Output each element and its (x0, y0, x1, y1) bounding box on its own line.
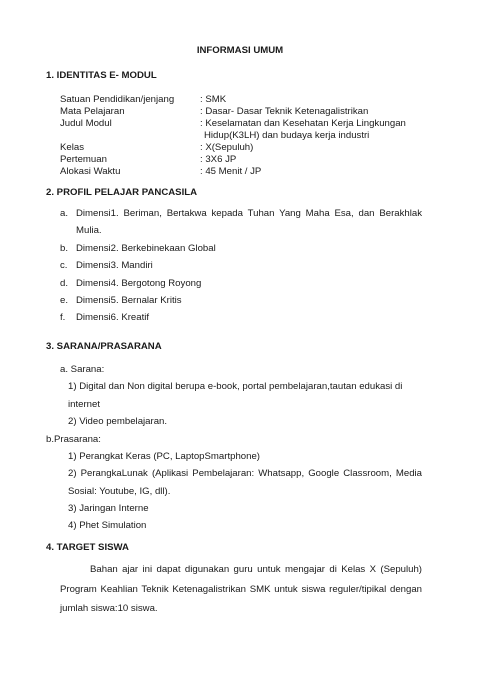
list-item-text: Dimensi2. Berkebinekaan Global (76, 242, 216, 254)
profile-list (60, 205, 422, 327)
section-heading-target: 4. TARGET SISWA (46, 542, 129, 553)
identity-value: : Keselamatan dan Kesehatan Kerja Lingkungan (200, 118, 406, 129)
list-marker: b. (60, 242, 69, 254)
prasarana-item: 3) Jaringan Interne (68, 503, 149, 514)
prasarana-label: b.Prasarana: (46, 434, 101, 445)
list-item (60, 257, 422, 274)
list-item-text: Dimensi4. Bergotong Royong (76, 277, 202, 289)
identity-row (60, 94, 440, 106)
identity-label: Mata Pelajaran (60, 106, 125, 117)
identity-value-continuation: Hidup(K3LH) dan budaya kerja industri (204, 130, 370, 141)
list-item (60, 309, 422, 326)
identity-row (60, 166, 440, 178)
list-item-text: Dimensi5. Bernalar Kritis (76, 295, 182, 307)
target-paragraph: Bahan ajar ini dapat digunakan guru untuk mengajar di Kelas X (Sepuluh) Program Keahlian Teknik Ketenagalistrikan SMK untuk siswa reguler/tipikal dengan jumlah siswa:10 siswa. (60, 564, 422, 615)
identity-label: Satuan Pendidikan/jenjang (60, 94, 175, 105)
identity-value: : 3X6 JP (200, 154, 237, 165)
list-marker: f. (60, 312, 66, 324)
section-heading-profil: 2. PROFIL PELAJAR PANCASILA (46, 187, 198, 198)
sarana-item: 2) Video pembelajaran. (68, 416, 168, 427)
identity-label: Judul Modul (60, 118, 112, 129)
identity-table (60, 94, 440, 178)
list-item (60, 275, 422, 292)
section-heading-sarana: 3. SARANA/PRASARANA (46, 341, 162, 352)
identity-row (60, 142, 440, 154)
prasarana-item: 4) Phet Simulation (68, 520, 147, 531)
identity-row (60, 106, 440, 118)
prasarana-item: 2) PerangkaLunak (Aplikasi Pembelajaran: Whatsapp, Google Classroom, Media Sosial: Youtube, IG, dll). (68, 468, 422, 497)
identity-row (60, 154, 440, 166)
identity-value: : X(Sepuluh) (200, 142, 254, 153)
list-marker: d. (60, 277, 69, 289)
page-title: INFORMASI UMUM (196, 45, 284, 56)
identity-label: Alokasi Waktu (60, 166, 121, 177)
list-item (60, 292, 422, 309)
identity-value: : Dasar- Dasar Teknik Ketenagalistrikan (200, 106, 369, 117)
identity-value: : 45 Menit / JP (200, 166, 262, 177)
sarana-label: a. Sarana: (60, 364, 105, 375)
identity-row-continuation (60, 130, 440, 142)
identity-label: Kelas (60, 142, 84, 153)
list-marker: e. (60, 295, 69, 307)
list-item-text: Dimensi1. Beriman, Bertakwa kepada Tuhan Yang Maha Esa, dan Berakhlak Mulia. (76, 208, 422, 237)
prasarana-item: 1) Perangkat Keras (PC, LaptopSmartphone) (68, 451, 260, 462)
identity-value: : SMK (200, 94, 227, 105)
list-marker: c. (60, 260, 68, 272)
section-heading-identitas: 1. IDENTITAS E- MODUL (46, 70, 157, 81)
identity-label: Pertemuan (60, 154, 107, 165)
list-item-text: Dimensi6. Kreatif (76, 312, 150, 324)
sarana-item: 1) Digital dan Non digital berupa e-book, portal pembelajaran,tautan edukasi di internet (68, 381, 403, 410)
list-item (60, 205, 422, 240)
list-item-text: Dimensi3. Mandiri (76, 260, 153, 272)
list-item (60, 240, 422, 257)
list-marker: a. (60, 208, 69, 219)
identity-row (60, 118, 440, 130)
